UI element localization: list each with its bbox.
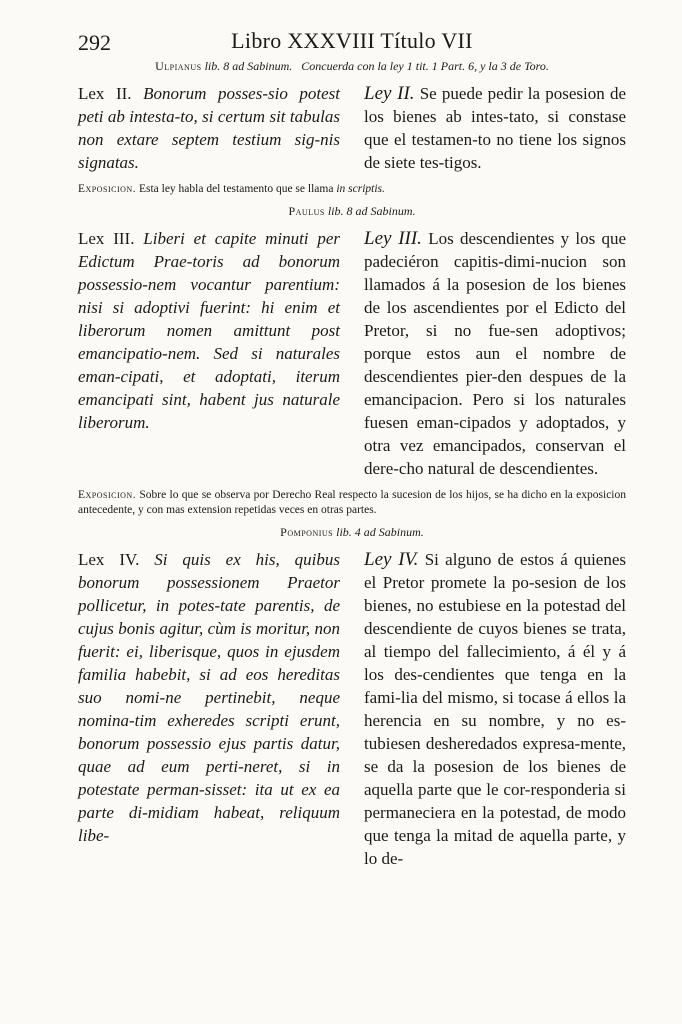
source-ref: lib. 8 ad Sabinum. bbox=[204, 59, 293, 73]
latin-lex-text: Liberi et capite minuti per Edictum Prae-toris ad bonorum possessio-nem vocantur parentium: nisi si adoptivi fuerint: hi enim et liberorum nomen amittunt post emancipatio-nem. Sed si naturales eman-cipati, et adoptati, iterum emancipati sint, habent jus naturale liberorum. bbox=[78, 229, 341, 432]
lex-4 bbox=[78, 548, 626, 870]
lex-3 bbox=[78, 227, 626, 480]
spanish-column bbox=[364, 548, 626, 870]
source-author: Paulus bbox=[288, 204, 325, 218]
source-citation bbox=[78, 203, 626, 219]
latin-lex-text: Si quis ex his, quibus bonorum possessionem Praetor pollicetur, in potes-tate parentis, de cujus bonis agitur, cùm is moritur, non fuerit: ei, liberisque, quos in ejusdem familia habebit, si ad eos hereditas suo nomi-ne pertinebit, neque nomina-tim exheredes scripti erunt, bonorum possessio ejus partis datur, quae ad eum perti-neret, si in potestate perman-sisset: ita ut ex ea parte di-midiam habeat, reliquum libe- bbox=[78, 550, 340, 845]
spanish-ley-text: Los descendientes y los que padeciéron capitis-dimi-nucion son llamados á la posesion de los bienes de los ascendientes por el Edicto del Pretor, si no fue-sen adoptivos; porque estos aun el nombre de descendientes pier-den despues de la emancipacion. Pero si los naturales fuesen eman-cipados y adoptados, y otra vez emancipados, conservan el dere-cho natural de descendientes. bbox=[364, 229, 626, 478]
latin-column bbox=[78, 227, 340, 480]
source-ref: lib. 4 ad Sabinum. bbox=[336, 525, 424, 539]
source-citation bbox=[78, 58, 626, 74]
latin-lex-text: Bonorum posses-sio potest peti ab intesta-to, si certum sit tabulas non extare septem testium sig-nis signatas. bbox=[78, 84, 341, 172]
source-ref: lib. 8 ad Sabinum. bbox=[327, 204, 416, 218]
source-author: Ulpianus bbox=[155, 59, 202, 73]
latin-column bbox=[78, 548, 340, 870]
exposicion-italic: in scriptis. bbox=[336, 183, 385, 195]
source-concordance: Concuerda con la ley 1 tit. 1 Part. 6, y la 3 de Toro. bbox=[301, 59, 549, 73]
lex-2 bbox=[78, 82, 626, 174]
latin-lex-heading: Lex IV. bbox=[78, 550, 140, 569]
latin-lex-heading: Lex II. bbox=[78, 84, 132, 103]
spanish-ley-heading: Ley IV. bbox=[364, 549, 419, 570]
spanish-ley-heading: Ley III. bbox=[364, 228, 422, 249]
spanish-ley-text: Se puede pedir la posesion de los bienes ab intes-tato, si constase que el testamen-to no tiene los signos de siete tes-tigos. bbox=[364, 84, 626, 172]
page-header bbox=[78, 24, 626, 58]
exposicion-label: Exposicion. bbox=[78, 183, 137, 195]
spanish-column bbox=[364, 82, 626, 174]
latin-lex-heading: Lex III. bbox=[78, 229, 135, 248]
exposicion bbox=[78, 182, 626, 197]
page bbox=[78, 24, 626, 870]
source-citation bbox=[78, 524, 626, 540]
exposicion-label: Exposicion. bbox=[78, 489, 137, 501]
exposicion-text: Esta ley habla del testamento que se llama bbox=[138, 183, 334, 195]
exposicion bbox=[78, 488, 626, 518]
spanish-column bbox=[364, 227, 626, 480]
page-number: 292 bbox=[78, 30, 111, 55]
exposicion-text: Sobre lo que se observa por Derecho Real respecto la sucesion de los hijos, se ha dicho en la exposicion antecedente, y con mas extension repetidas veces en otras partes. bbox=[78, 489, 627, 516]
latin-column bbox=[78, 82, 340, 174]
source-author: Pomponius bbox=[280, 525, 334, 539]
spanish-ley-heading: Ley II. bbox=[364, 83, 415, 104]
spanish-ley-text: Si alguno de estos á quienes el Pretor promete la po-sesion de los bienes, no estubiese en la potestad del descendiente de cuyos bienes se trata, al tiempo del fallecimiento, á él y á los des-cendientes que tenga en la fami-lia del mismo, si tocase á ellos la herencia en su nombre, y no es-tubiesen desheredados expresa-mente, se da la posesion de los bienes de aquella parte que le cor-responderia si permaneciera en la potestad, de modo que tenga la mitad de aquella parte, y lo de- bbox=[364, 550, 626, 868]
running-title: Libro XXXVIII Título VII bbox=[231, 28, 473, 53]
